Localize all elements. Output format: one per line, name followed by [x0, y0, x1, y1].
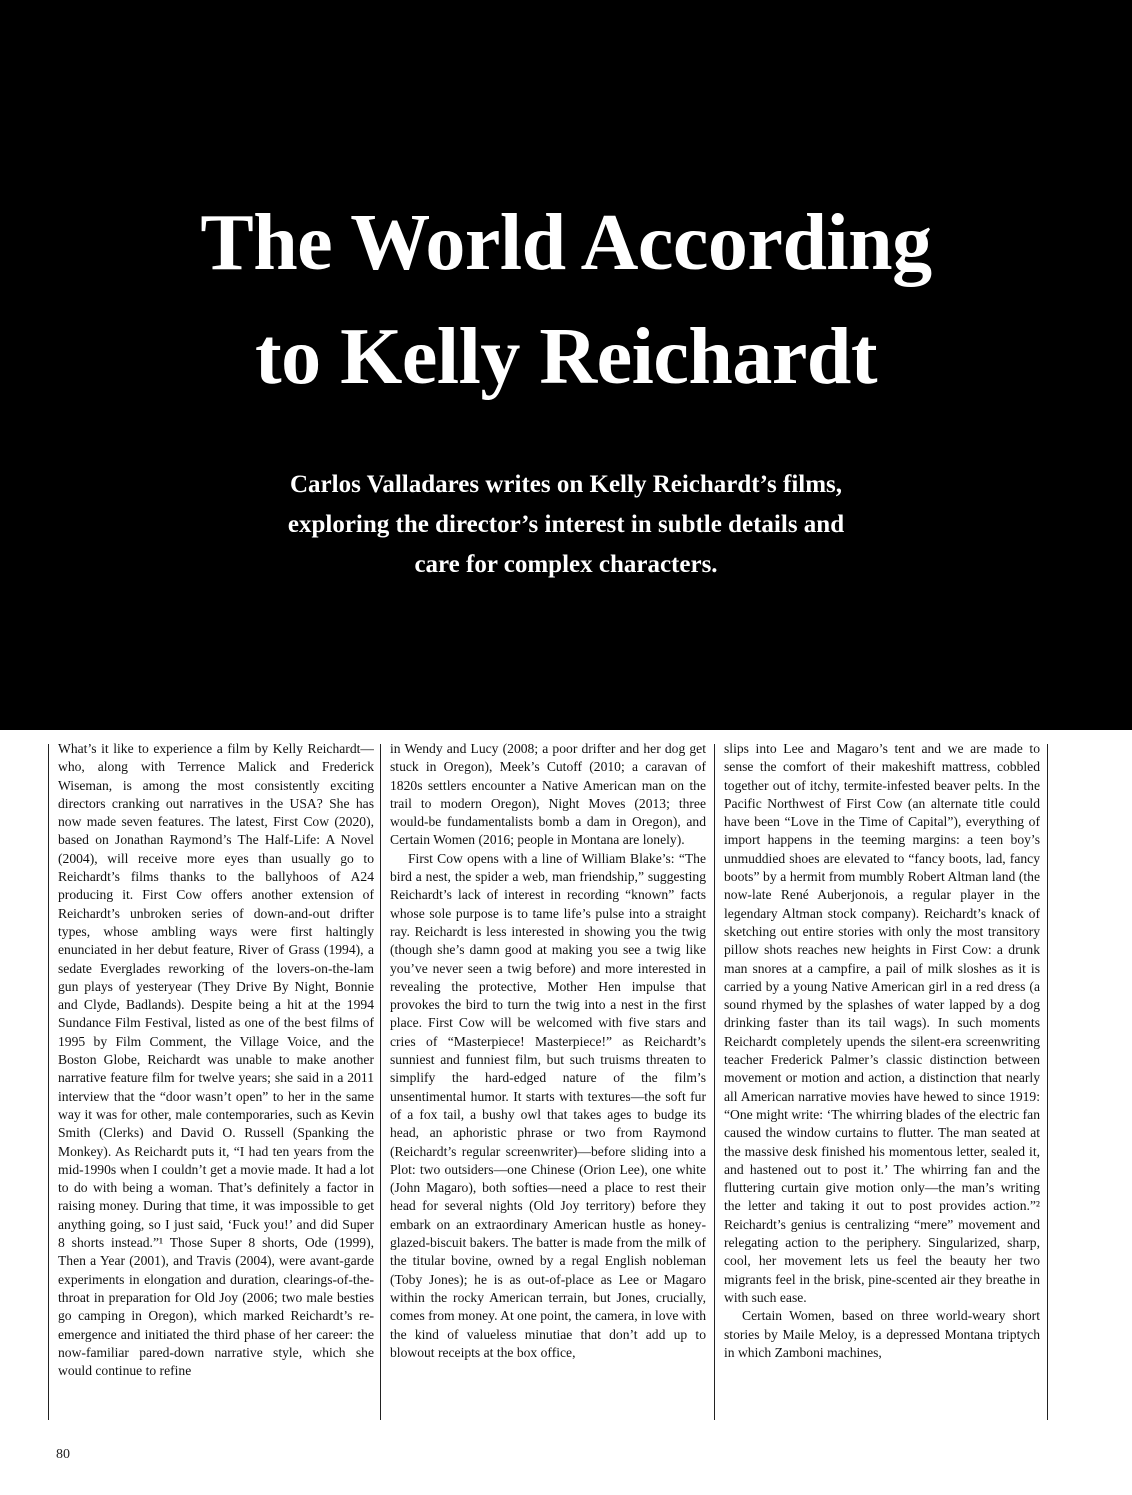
- article-standfirst: [196, 465, 936, 585]
- article-title: [66, 186, 1066, 414]
- column-rule: [714, 744, 715, 1420]
- body-paragraph: First Cow opens with a line of William Blake’s: “The bird a nest, the spider a web, man friendship,” suggesting Reichardt’s lack of interest in recording “known” facts whose sole purpose is to tame life’s pulse into a straight ray. Reichardt is less interested in showing you the twig (though she’s damn good at making you see a twig like you’ve never seen a twig before) and more interested in revealing the protective, Mother Hen impulse that provokes the bird to turn the twig into a nest in the first place. First Cow will be welcomed with five stars and cries of “Masterpiece! Masterpiece!” as Reichardt’s sunniest and funniest film, but such truisms threaten to simplify the hard-edged nature of the film’s unsentimental humor. It starts with textures—the soft fur of a fox tail, a bushy owl that takes ages to budge its head, an aphoristic phrase or two from Raymond (Reichardt’s regular screenwriter)—before sliding into a Plot: two outsiders—one Chinese (Orion Lee), one white (John Magaro), both softies—need a place to rest their head for several nights (Old Joy territory) before they embark on an extraordinary American hustle as honey-glazed-biscuit bakers. The batter is made from the milk of the titular bovine, owned by a regal English nobleman (Toby Jones); he is as out-of-place as Lee or Magaro within the rocky American terrain, but Jones, crucially, comes from money. At one point, the camera, in love with the kind of valueless minutiae that don’t add up to blowout receipts at the box office,: [390, 850, 706, 1360]
- body-paragraph: Certain Women, based on three world-weary short stories by Maile Meloy, is a depressed Montana triptych in which Zamboni machines,: [724, 1308, 1040, 1360]
- title-line: to Kelly Reichardt: [255, 313, 877, 401]
- body-paragraph: in Wendy and Lucy (2008; a poor drifter and her dog get stuck in Oregon), Meek’s Cutoff (2010; a caravan of 1820s settlers encounter a Native American man on the trail to modern Oregon), Night Moves (2013; three would-be fundamentalists bomb a dam in Oregon), and Certain Women (2016; people in Montana are lonely).: [390, 741, 706, 848]
- standfirst-line: exploring the director’s interest in subtle details and: [287, 511, 845, 538]
- column-rule: [1047, 744, 1048, 1420]
- column-rule: [48, 744, 49, 1420]
- title-line: The World According: [200, 199, 932, 287]
- text-column-3: [724, 740, 1040, 1420]
- text-column-2: [390, 740, 706, 1420]
- standfirst-line: care for complex characters.: [414, 551, 718, 578]
- body-paragraph: What’s it like to experience a film by Kelly Reichardt—who, along with Terrence Malick and Frederick Wiseman, is among the most consistently exciting directors cranking out narratives in the USA? She has now made seven features. The latest, First Cow (2020), based on Jonathan Raymond’s The Half-Life: A Novel (2004), will receive more eyes than usually go to Reichardt’s films thanks to the ballyhoos of A24 producing it. First Cow offers another extension of Reichardt’s unbroken series of down-and-out drifter types, whose ambling ways were first haltingly enunciated in her debut feature, River of Grass (1994), a sedate Everglades reworking of the lovers-on-the-lam gun plays of yesteryear (They Drive By Night, Bonnie and Clyde, Badlands). Despite being a hit at the 1994 Sundance Film Festival, listed as one of the best films of 1995 by Film Comment, the Village Voice, and the Boston Globe, Reichardt was unable to make another narrative feature film for twelve years; she said in a 2011 interview that the “door wasn’t open” to her in the same way it was for other, male contemporaries, such as Kevin Smith (Clerks) and David O. Russell (Spanking the Monkey). As Reichardt puts it, “I had ten years from the mid-1990s when I couldn’t get a movie made. It had a lot to do with being a woman. That’s definitely a factor in raising money. During that time, it was impossible to get anything going, so I just said, ‘Fuck you!’ and did Super 8 shorts instead.”¹ Those Super 8 shorts, Ode (1999), Then a Year (2001), and Travis (2004), were avant-garde experiments in elongation and duration, clearings-of-the-throat in preparation for Old Joy (2006; two male besties go camping in Oregon), which marked Reichardt’s re-emergence and initiated the third phase of her career: the now-familiar pared-down narrative style, which she would continue to refine: [58, 741, 374, 1379]
- column-rule: [380, 744, 381, 1420]
- page-number: 80: [56, 1447, 70, 1462]
- text-column-1: [58, 740, 374, 1420]
- hero-banner: [0, 0, 1132, 730]
- standfirst-line: Carlos Valladares writes on Kelly Reichardt’s films,: [289, 471, 843, 498]
- body-paragraph: slips into Lee and Magaro’s tent and we are made to sense the comfort of their makeshift mattress, cobbled together out of itchy, termite-infested beaver pelts. In the Pacific Northwest of First Cow (an alternate title could have been “Love in the Time of Capital”), everything of import happens in the teeming margins: a teen boy’s unmuddied shoes are elevated to “fancy boots, lad, fancy boots” by a hermit from mumbly Robert Altman land (the now-late René Auberjonois, a regular player in the legendary Altman stock company). Reichardt’s knack of sketching out entire stories with only the most transitory pillow shots reaches new heights in First Cow: a drunk man snores at a campfire, a pail of milk sloshes as it is carried by a young Native American girl in a red dress (a sound rhymed by the splashes of water lapped by a dog drinking faster than its tail wags). In such moments Reichardt completely upends the silent-era screenwriting teacher Frederick Palmer’s classic distinction between movement or motion and action, a distinction that nearly all American narrative movies have hewed to since 1919: “One might write: ‘The whirring blades of the electric fan caused the window curtains to flutter. The man seated at the massive desk finished his momentous letter, sealed it, and hastened out to post it.’ The whirring fan and the fluttering curtain give motion only—the man’s writing the letter and taking it out to post provides action.”² Reichardt’s genius is centralizing “mere” movement and relegating action to the periphery. Singularized, sharp, cool, her movement lets us feel the beauty her two migrants feel in the brisk, pine-scented air they breathe in with such ease.: [724, 741, 1040, 1305]
